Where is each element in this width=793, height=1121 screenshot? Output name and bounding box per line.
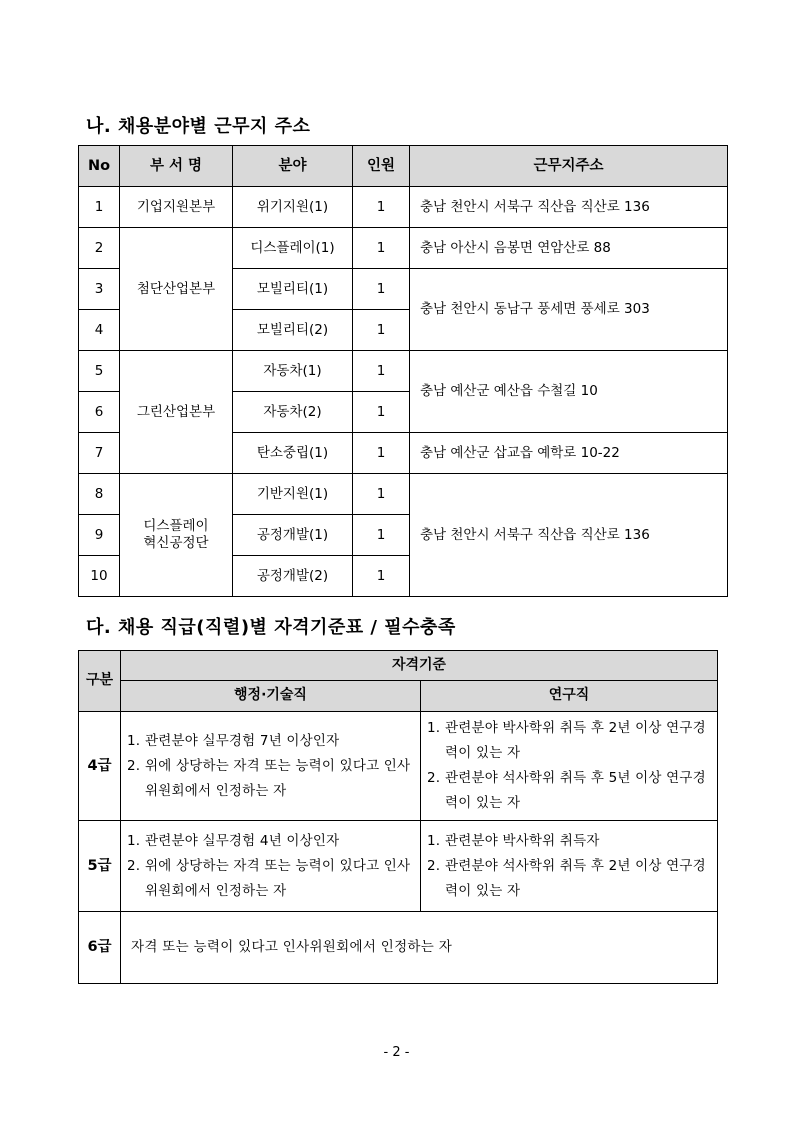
header-research: 연구직 [421,681,718,712]
header-criteria: 자격기준 [121,651,718,681]
cell-count: 1 [353,310,410,351]
item-number: 2. [127,757,141,774]
cell-count: 1 [353,556,410,597]
cell-field: 자동차(2) [233,392,353,433]
table-row [79,821,718,912]
item-number: 1. [127,832,141,849]
list-item [427,716,713,766]
list-item [427,829,713,854]
dept-line: 혁신공정단 [143,535,209,551]
item-text: 관련분야 박사학위 취득자 [445,832,600,849]
cell-no: 1 [79,187,120,228]
cell-count: 1 [353,228,410,269]
cell-no: 4 [79,310,120,351]
criteria-list [127,829,416,904]
cell-field: 모빌리티(2) [233,310,353,351]
header-admin: 행정·기술직 [121,681,421,712]
cell-dept: 기업지원본부 [120,187,233,228]
table-row [79,351,728,392]
item-text: 관련분야 석사학위 취득 후 5년 이상 연구경력이 있는 자 [445,770,706,811]
item-number: 1. [127,732,141,749]
list-item [127,829,416,854]
header-address: 근무지주소 [410,146,728,187]
header-count: 인원 [353,146,410,187]
cell-dept: 첨단산업본부 [120,228,233,351]
cell-research-criteria [421,821,718,912]
item-number: 1. [427,720,441,736]
criteria-list [127,729,416,804]
section-na-title: 나. 채용분야별 근무지 주소 [86,116,311,137]
criteria-list [427,829,713,904]
cell-address: 충남 예산군 예산읍 수철길 10 [410,351,728,433]
cell-address: 충남 천안시 동남구 풍세면 풍세로 303 [410,269,728,351]
workplace-address-table [78,145,728,597]
cell-address: 충남 천안시 서북구 직산읍 직산로 136 [410,187,728,228]
list-item [127,754,416,804]
cell-field: 위기지원(1) [233,187,353,228]
cell-no: 9 [79,515,120,556]
cell-count: 1 [353,474,410,515]
cell-no: 10 [79,556,120,597]
cell-admin-criteria [121,712,421,821]
list-item [427,766,713,816]
cell-admin-criteria [121,821,421,912]
header-dept: 부 서 명 [120,146,233,187]
table-subheader-row [79,681,718,712]
item-text: 관련분야 석사학위 취득 후 2년 이상 연구경력이 있는 자 [445,857,706,899]
cell-count: 1 [353,187,410,228]
cell-no: 5 [79,351,120,392]
cell-dept [120,474,233,597]
cell-research-criteria [421,712,718,821]
page-number: - 2 - [383,1045,410,1060]
table-row [79,187,728,228]
item-number: 2. [427,770,441,786]
cell-address: 충남 예산군 삽교읍 예학로 10-22 [410,433,728,474]
table-header-row [79,146,728,187]
list-item [127,729,416,754]
cell-field: 자동차(1) [233,351,353,392]
cell-field: 공정개발(1) [233,515,353,556]
item-text: 관련분야 박사학위 취득 후 2년 이상 연구경력이 있는 자 [445,720,706,761]
cell-count: 1 [353,392,410,433]
cell-no: 2 [79,228,120,269]
table-row [79,912,718,984]
cell-count: 1 [353,351,410,392]
list-item [127,854,416,904]
qualification-table [78,650,718,984]
item-text: 위에 상당하는 자격 또는 능력이 있다고 인사위원회에서 인정하는 자 [145,757,411,799]
cell-no: 8 [79,474,120,515]
header-field: 분야 [233,146,353,187]
cell-criteria: 자격 또는 능력이 있다고 인사위원회에서 인정하는 자 [121,912,718,984]
criteria-list [427,716,713,816]
item-text: 위에 상당하는 자격 또는 능력이 있다고 인사위원회에서 인정하는 자 [145,857,411,899]
cell-field: 공정개발(2) [233,556,353,597]
cell-field: 탄소중립(1) [233,433,353,474]
table-row [79,228,728,269]
item-number: 1. [427,832,441,849]
cell-address: 충남 아산시 음봉면 연암산로 88 [410,228,728,269]
table-header-row [79,651,718,681]
table-row [79,712,718,821]
cell-count: 1 [353,269,410,310]
item-text: 관련분야 실무경험 4년 이상인자 [145,832,340,849]
cell-dept: 그린산업본부 [120,351,233,474]
item-number: 2. [127,857,141,874]
cell-field: 기반지원(1) [233,474,353,515]
header-grade: 구분 [79,651,121,712]
cell-field: 디스플레이(1) [233,228,353,269]
cell-address: 충남 천안시 서북구 직산읍 직산로 136 [410,474,728,597]
cell-count: 1 [353,433,410,474]
cell-count: 1 [353,515,410,556]
section-da-title: 다. 채용 직급(직렬)별 자격기준표 / 필수충족 [86,617,456,638]
cell-no: 6 [79,392,120,433]
list-item [427,854,713,904]
cell-grade: 6급 [79,912,121,984]
cell-grade: 4급 [79,712,121,821]
header-no: No [79,146,120,187]
item-text: 관련분야 실무경험 7년 이상인자 [145,732,340,749]
cell-no: 7 [79,433,120,474]
table-row [79,474,728,515]
cell-grade: 5급 [79,821,121,912]
cell-field: 모빌리티(1) [233,269,353,310]
item-number: 2. [427,857,441,874]
dept-line: 디스플레이 [143,518,209,535]
cell-no: 3 [79,269,120,310]
